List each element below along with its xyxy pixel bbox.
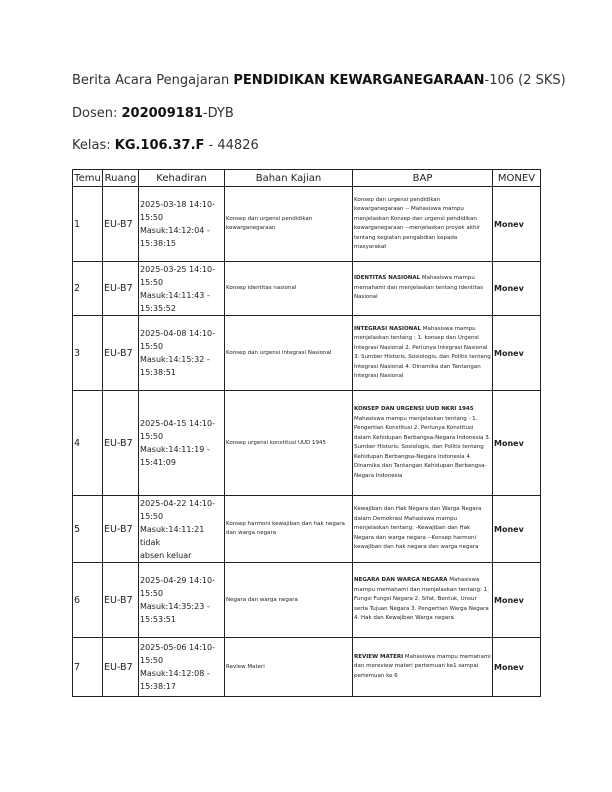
monev-link[interactable]: Monev — [493, 638, 541, 697]
dosen-suffix: -DYB — [202, 106, 234, 121]
bahan-kajian-cell: Konsep harmoni kewajiban dan hak negara dan warga negara — [225, 496, 353, 563]
kelas-label: Kelas: — [72, 138, 115, 153]
kehadiran-keluar: 15:41:09 — [140, 458, 176, 467]
bap-cell — [353, 262, 493, 316]
bap-text: Mahasiswa mampu memahami dan menjelaskan tentang: 1. Fungsi Fungsi Negara 2. Sifat, Bentuk, Unsur serta Tujuan Negara 3. Pengertian Warga Negara 4. Hak dan Kewajiban Warga negara — [354, 577, 489, 622]
kehadiran-masuk: Masuk:14:11:19 - — [140, 445, 210, 454]
kehadiran-cell — [139, 391, 225, 496]
bahan-kajian-cell: Konsep dan urgensi pendidikan kewarganegaraan — [225, 187, 353, 262]
kelas-suffix: - 44826 — [204, 138, 259, 153]
kehadiran-cell — [139, 563, 225, 638]
bap-text: Mahasiswa mampu memahami dan menjelaskan tentang Identitas Nasional — [354, 275, 483, 301]
ruang-cell: EU-B7 — [103, 563, 139, 638]
monev-link[interactable]: Monev — [493, 262, 541, 316]
kehadiran-end: 15:50 — [140, 511, 164, 521]
kehadiran-keluar: 15:38:17 — [140, 682, 176, 691]
bap-title: KONSEP DAN URGENSI UUD NKRI 1945 — [354, 406, 474, 412]
ruang-cell: EU-B7 — [103, 496, 139, 563]
kehadiran-masuk: Masuk:14:11:21 tidak — [140, 524, 205, 547]
table-row — [73, 496, 541, 563]
kehadiran-keluar: absen keluar — [140, 550, 192, 560]
bap-title: REVIEW MATERI — [354, 653, 404, 660]
header-ruang: Ruang — [103, 170, 139, 187]
kehadiran-masuk: Masuk:14:12:08 - — [140, 669, 210, 678]
kehadiran-end: 15:50 — [140, 213, 164, 222]
table-row — [73, 262, 541, 316]
table-row — [73, 316, 541, 391]
bap-text: Mahasiswa mampu menjelaskan tentang : 1. konsep dan Urgensi Integrasi Nasional 2. Perlunya Integrasi Nasional 3. Sumber Historis, Sosiologis, dan Politis tentang Integrasi Nasional 4. Dinamika dan Tantangan Integrasi Nasional — [354, 325, 491, 379]
kehadiran-keluar: 15:38:15 — [140, 239, 176, 248]
bap-cell — [353, 638, 493, 697]
kehadiran-keluar: 15:38:51 — [140, 368, 176, 377]
bap-cell — [353, 316, 493, 391]
monev-link[interactable]: Monev — [493, 563, 541, 638]
table-row — [73, 187, 541, 262]
bahan-kajian-cell: Review Materi — [225, 638, 353, 697]
table-header-row — [73, 170, 541, 187]
kehadiran-cell — [139, 316, 225, 391]
bap-cell — [353, 563, 493, 638]
bahan-kajian-cell: Negara dan warga negara — [225, 563, 353, 638]
kehadiran-end: 15:50 — [140, 656, 164, 665]
temu-cell: 3 — [73, 316, 103, 391]
kehadiran-end: 15:50 — [140, 432, 164, 441]
class-line — [72, 138, 259, 153]
monev-link[interactable]: Monev — [493, 496, 541, 563]
lecturer-line — [72, 106, 234, 121]
header-bap: BAP — [353, 170, 493, 187]
ruang-cell: EU-B7 — [103, 391, 139, 496]
kehadiran-masuk: Masuk:14:11:43 - — [140, 290, 210, 300]
monev-link[interactable]: Monev — [493, 187, 541, 262]
temu-cell: 6 — [73, 563, 103, 638]
header-bahan-kajian: Bahan Kajian — [225, 170, 353, 187]
kehadiran-keluar: 15:35:52 — [140, 303, 176, 313]
temu-cell: 7 — [73, 638, 103, 697]
bahan-kajian-cell: Konsep urgensi konstitusi UUD 1945 — [225, 391, 353, 496]
kehadiran-masuk: Masuk:14:15:32 - — [140, 355, 210, 364]
bap-text: Konsep dan urgensi pendidikan kewarganegaraan -- Mahasiswa mampu menjelaskan Konsep dan urgensi pendidikan kewarganegaraan --menjelaskan proyek akhir tentang kegiatan pengabdian kepada masyarakat — [354, 196, 481, 250]
kehadiran-date: 2025-04-22 14:10- — [140, 498, 215, 508]
bap-title: NEGARA DAN WARGA NEGARA — [354, 577, 448, 584]
monev-link[interactable]: Monev — [493, 316, 541, 391]
ruang-cell: EU-B7 — [103, 262, 139, 316]
kehadiran-end: 15:50 — [140, 342, 164, 351]
monev-link[interactable]: Monev — [493, 391, 541, 496]
ruang-cell: EU-B7 — [103, 316, 139, 391]
header-kehadiran: Kehadiran — [139, 170, 225, 187]
bap-text: Mahasiswa mampu menjelaskan tentang : 1. Pengertian Konstitusi 2. Perlunya Konstitusi dalam Kehidupan Berbangsa-Negara Indonesia 3. Sumber Historis, Sosiologis, dan Politis tentang Kehidupan Berbangsa-Negara Indonesia 4. Dinamika dan Tantangan Kehidupan Berbangsa-Negara Indonesia — [354, 415, 491, 479]
table-row — [73, 563, 541, 638]
kehadiran-cell — [139, 496, 225, 563]
kehadiran-date: 2025-04-29 14:10- — [140, 576, 215, 585]
dosen-id: 202009181 — [121, 106, 203, 121]
bap-cell — [353, 187, 493, 262]
kehadiran-cell — [139, 262, 225, 316]
ruang-cell: EU-B7 — [103, 638, 139, 697]
bap-cell — [353, 391, 493, 496]
kehadiran-date: 2025-04-08 14:10- — [140, 329, 215, 338]
kehadiran-end: 15:50 — [140, 277, 164, 287]
kehadiran-date: 2025-04-15 14:10- — [140, 419, 215, 428]
kehadiran-date: 2025-03-25 14:10- — [140, 264, 215, 274]
kehadiran-masuk: Masuk:14:12:04 - — [140, 226, 210, 235]
ruang-cell: EU-B7 — [103, 187, 139, 262]
kehadiran-end: 15:50 — [140, 589, 164, 598]
bap-table — [72, 169, 541, 697]
bap-text: Mahasiswa mampu memahami dan mereview materi pertemuan ke1 sampai pertemuan ke 6 — [354, 653, 491, 679]
kehadiran-cell — [139, 187, 225, 262]
title-prefix: Berita Acara Pengajaran — [72, 73, 234, 88]
kehadiran-masuk: Masuk:14:35:23 - — [140, 602, 210, 611]
kehadiran-date: 2025-03-18 14:10- — [140, 200, 215, 209]
table-row — [73, 638, 541, 697]
kehadiran-keluar: 15:53:51 — [140, 615, 176, 624]
temu-cell: 5 — [73, 496, 103, 563]
kelas-code: KG.106.37.F — [114, 138, 205, 153]
kehadiran-date: 2025-05-06 14:10- — [140, 643, 215, 652]
bap-text: Kewajiban dan Hak Negara dan Warga Negara dalam Demokrasi Mahasiswa mampu menjelaskan tentang: -Kewajiban dan Hak Negara dan warga negara --Konsep harmoni kewajiban dan hak negara dan warga negara — [354, 506, 482, 551]
course-suffix: -106 (2 SKS) — [484, 73, 566, 88]
header-temu: Temu — [73, 170, 103, 187]
temu-cell: 4 — [73, 391, 103, 496]
kehadiran-cell — [139, 638, 225, 697]
bahan-kajian-cell: Konsep identitas nasional — [225, 262, 353, 316]
document-title — [72, 73, 566, 88]
temu-cell: 2 — [73, 262, 103, 316]
bap-title: INTEGRASI NASIONAL — [354, 325, 421, 332]
header-monev: MONEV — [493, 170, 541, 187]
course-name: PENDIDIKAN KEWARGANEGARAAN — [233, 73, 485, 88]
bap-title: IDENTITAS NASIONAL — [354, 275, 421, 282]
table-row — [73, 391, 541, 496]
bahan-kajian-cell: Konsep dan urgensi integrasi Nasional — [225, 316, 353, 391]
dosen-label: Dosen: — [72, 106, 122, 121]
temu-cell: 1 — [73, 187, 103, 262]
bap-cell — [353, 496, 493, 563]
